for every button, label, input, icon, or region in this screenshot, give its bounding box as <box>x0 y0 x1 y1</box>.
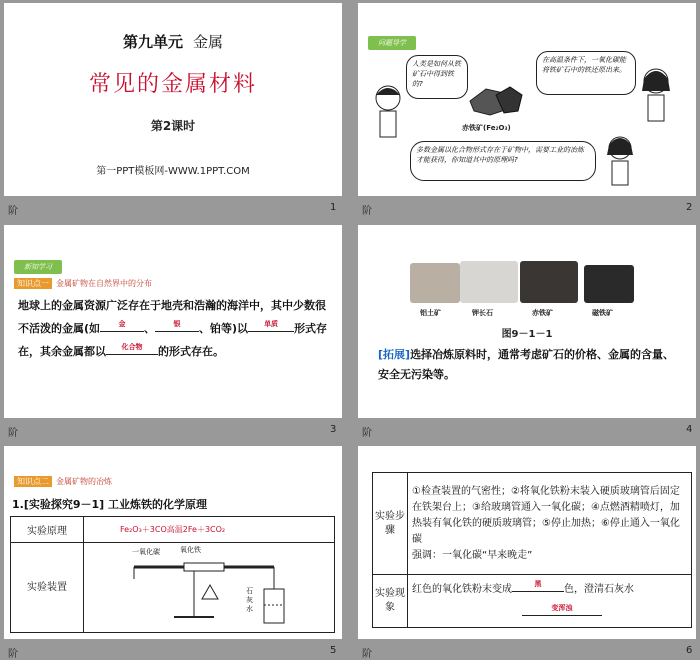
speech-bubble-hint: 多数金属以化合物形式存在于矿物中，需要工业的冶炼才能获得，你知道其中的原理吗? <box>410 141 596 181</box>
phenomenon-cell: 红色的氧化铁粉末变成 黑 色，澄清石灰水 变浑浊 <box>408 575 692 628</box>
experiment-table <box>372 472 692 628</box>
ore-label: 赤铁矿(Fe₂O₃) <box>462 124 511 132</box>
slide-number-5: 5 <box>330 645 337 656</box>
ore-image <box>584 265 634 303</box>
slide-2[interactable] <box>358 3 696 196</box>
site-watermark: 第一PPT模板网-WWW.1PPT.COM <box>96 166 250 177</box>
answer-blank: 黑 <box>534 580 542 588</box>
apparatus-cell <box>84 543 335 633</box>
paragraph: 地球上的金属资源广泛存在于地壳和浩瀚的海洋中，其中少数很不活泼的金属(如 金 、 银 、铂等)以 单质 形式存在，其余金属都以 化合物 的形式存在。 <box>18 299 328 358</box>
slide-title: 常见的金属材料 <box>88 72 257 97</box>
ore-label: 赤铁矿 <box>532 309 553 317</box>
row-head: 实验原理 <box>11 517 84 543</box>
page-marker: 阶 <box>362 206 372 217</box>
experiment-table <box>10 516 335 633</box>
row-head: 实验装置 <box>11 543 84 633</box>
slide-number-4: 4 <box>686 424 693 435</box>
equation: Fe₂O₃＋3CO高温2Fe＋3CO₂ <box>84 517 335 543</box>
ore-image <box>460 261 518 303</box>
slide-number-6: 6 <box>686 645 693 656</box>
answer-blank: 银 <box>173 320 181 328</box>
speech-bubble-answer: 在高温条件下，一氧化碳能将铁矿石中的铁还原出来。 <box>536 51 636 95</box>
slide-number-1: 1 <box>330 202 337 213</box>
page-marker: 阶 <box>8 649 18 660</box>
row-head: 实验现象 <box>373 575 408 628</box>
slide-3[interactable] <box>4 225 342 418</box>
emphasis-text: 强调：一氧化碳“早来晚走” <box>412 549 533 561</box>
experiment-heading: 1.[实验探究9－1] 工业炼铁的化学原理 <box>12 498 208 511</box>
answer-blank: 单质 <box>264 320 279 328</box>
figure-caption: 图9－1－1 <box>501 329 553 340</box>
steps-text: ①检查装置的气密性；②将氧化铁粉末装入硬质玻璃管后固定在铁架台上；③给玻璃管通入一氧化碳；④点燃酒精喷灯，加热装有氧化铁的硬质玻璃管；⑤停止加热；⑥停止通入一氧化碳 <box>412 485 680 545</box>
lesson-label: 第2课时 <box>150 119 196 133</box>
label-co: 一氧化碳 <box>132 548 160 556</box>
slide-6[interactable] <box>358 446 696 639</box>
row-head: 实验步骤 <box>373 473 408 575</box>
section-tag: 问题导学 <box>368 36 416 50</box>
slide-5[interactable] <box>4 446 342 639</box>
extend-paragraph: [拓展]选择冶炼原料时，通常考虑矿石的价格、金属的含量、安全无污染等。 <box>378 348 675 381</box>
ore-label: 钾长石 <box>472 309 493 317</box>
answer-blank: 变浑浊 <box>551 604 573 612</box>
page-marker: 阶 <box>362 649 372 660</box>
slide-4[interactable] <box>358 225 696 418</box>
page-marker: 阶 <box>8 428 18 439</box>
answer-blank: 化合物 <box>121 343 143 351</box>
knowledge-point: 知识点一 金属矿物在自然界中的分布 <box>14 278 152 289</box>
knowledge-point: 知识点二 金属矿物的冶炼 <box>14 476 112 487</box>
page-marker: 阶 <box>8 206 18 217</box>
ore-label: 磁铁矿 <box>592 309 613 317</box>
label-limewater: 石灰水 <box>246 587 253 613</box>
ore-image <box>520 261 578 303</box>
steps-cell <box>408 473 692 575</box>
slide-1[interactable] <box>4 3 342 196</box>
speech-bubble-question: 人类是如何从铁矿石中得到铁的? <box>406 55 468 99</box>
page-marker: 阶 <box>362 428 372 439</box>
ore-label: 铝土矿 <box>420 309 441 317</box>
apparatus-diagram <box>124 545 304 631</box>
answer-blank: 金 <box>118 320 126 328</box>
slide-number-2: 2 <box>686 202 693 213</box>
section-tag: 新知学习 <box>14 260 62 274</box>
ore-image <box>410 263 460 303</box>
slide-number-3: 3 <box>330 424 337 435</box>
label-fe2o3: 氧化铁 <box>180 546 201 554</box>
unit-heading: 第九单元 金属 <box>122 33 224 51</box>
